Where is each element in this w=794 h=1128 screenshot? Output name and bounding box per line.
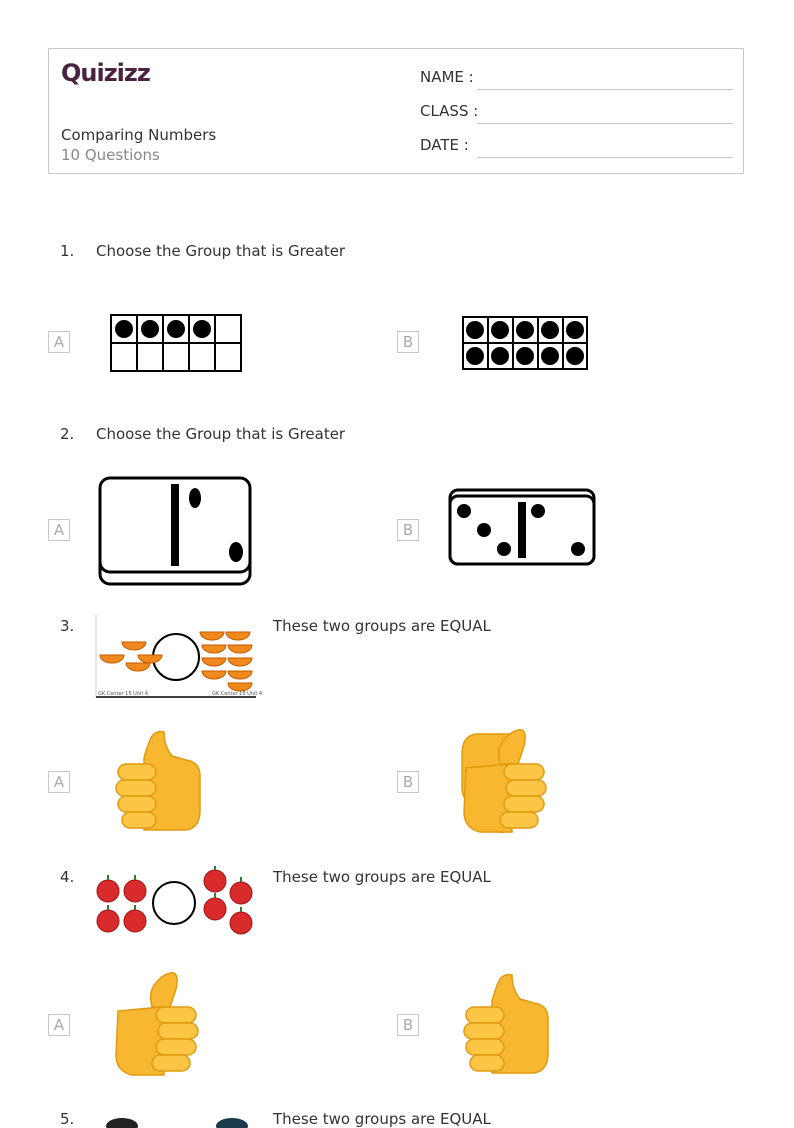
question-2-option-b-label[interactable]: B <box>397 519 419 541</box>
question-4-option-a-label[interactable]: A <box>48 1014 70 1036</box>
caption-left: GK Center 15 Unit 4 <box>98 691 149 697</box>
question-1-text: Choose the Group that is Greater <box>96 242 346 260</box>
class-line[interactable] <box>477 123 733 124</box>
question-4-number: 4. <box>60 868 75 886</box>
thumbs-down-icon <box>462 971 550 1079</box>
question-count: 10 Questions <box>61 146 160 164</box>
question-5-number: 5. <box>60 1110 75 1128</box>
question-5-text: These two groups are EQUAL <box>273 1110 491 1128</box>
date-line[interactable] <box>477 157 733 158</box>
caption-right: GK Center 16 Unit 4 <box>212 691 263 697</box>
apples-compare-image <box>94 866 256 938</box>
question-4-text: These two groups are EQUAL <box>273 868 491 886</box>
question-2-option-a-label[interactable]: A <box>48 519 70 541</box>
name-line[interactable] <box>477 89 733 90</box>
orange-slices-compare-image <box>96 615 263 699</box>
question-3-option-a-label[interactable]: A <box>48 771 70 793</box>
question-4-option-b-label[interactable]: B <box>397 1014 419 1036</box>
domino-three-two <box>448 488 596 566</box>
domino-zero-two <box>98 476 252 586</box>
worksheet-header <box>48 48 744 174</box>
question-1-option-a-label[interactable]: A <box>48 331 70 353</box>
class-label: CLASS : <box>420 102 479 120</box>
quizizz-logo: Quizizz <box>61 59 150 87</box>
date-label: DATE : <box>420 136 469 154</box>
thumbs-down-icon <box>114 728 202 836</box>
question-2-text: Choose the Group that is Greater <box>96 425 346 443</box>
question-3-option-b-label[interactable]: B <box>397 771 419 793</box>
thumbs-up-icon <box>112 971 200 1079</box>
question-2-number: 2. <box>60 425 75 443</box>
question-3-text: These two groups are EQUAL <box>273 617 491 635</box>
worksheet-title: Comparing Numbers <box>61 126 217 144</box>
question-3-number: 3. <box>60 617 75 635</box>
question-1-number: 1. <box>60 242 75 260</box>
ten-frame-four <box>110 314 242 372</box>
question-1-option-b-label[interactable]: B <box>397 331 419 353</box>
name-label: NAME : <box>420 68 474 86</box>
question-5-image <box>104 1116 254 1123</box>
ten-frame-ten <box>462 316 588 370</box>
thumbs-up-icon <box>460 728 548 836</box>
